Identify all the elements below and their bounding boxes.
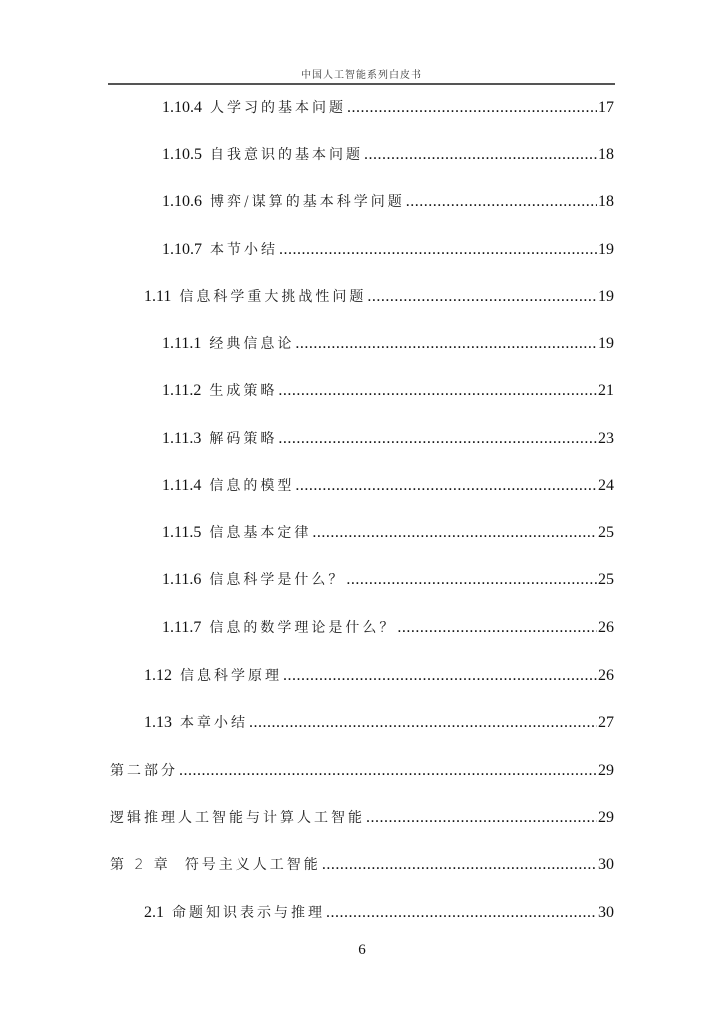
toc-entry-1-10-6[interactable] bbox=[162, 188, 614, 212]
toc-entry-title: 符号主义人工智能 bbox=[184, 857, 321, 873]
toc-entry-title: 经典信息论 bbox=[209, 336, 295, 352]
toc-entry-title: 信息的模型 bbox=[209, 478, 295, 494]
toc-entry-page: 29 bbox=[598, 809, 614, 826]
toc-entry-page: 24 bbox=[598, 477, 614, 494]
toc-entry-number: 2.1 bbox=[144, 904, 164, 921]
toc-entry-1-11[interactable] bbox=[144, 283, 614, 307]
dot-leader bbox=[364, 145, 597, 165]
toc-entry-1-10-7[interactable] bbox=[162, 236, 614, 260]
toc-entry-number: 1.10.6 bbox=[162, 193, 202, 210]
toc-entry-number: 1.11.2 bbox=[162, 382, 202, 399]
toc-entry-page: 18 bbox=[598, 193, 614, 210]
toc-entry-page: 25 bbox=[598, 571, 614, 588]
toc-entry-number: 1.11 bbox=[144, 288, 172, 305]
toc-entry-1-10-5[interactable] bbox=[162, 141, 614, 165]
toc-entry-1-11-6[interactable] bbox=[162, 566, 614, 590]
dot-leader bbox=[326, 903, 597, 923]
toc-entry-number: 1.10.5 bbox=[162, 146, 202, 163]
toc-entry-title: 信息的数学理论是什么？ bbox=[209, 620, 397, 636]
toc-entry-page: 19 bbox=[598, 335, 614, 352]
toc-entry-title: 命题知识表示与推理 bbox=[172, 905, 325, 921]
dot-leader bbox=[283, 666, 597, 686]
dot-leader bbox=[312, 523, 597, 543]
dot-leader bbox=[347, 98, 597, 118]
toc-entry-title: 信息科学原理 bbox=[180, 668, 282, 684]
dot-leader bbox=[295, 476, 597, 496]
toc-entry-title: 信息科学是什么？ bbox=[209, 572, 346, 588]
toc-entry-1-11-7[interactable] bbox=[162, 614, 614, 638]
toc-entry-number: 1.10.4 bbox=[162, 99, 202, 116]
toc-entry-title: 本节小结 bbox=[210, 242, 278, 258]
toc-entry-number: 1.11.5 bbox=[162, 524, 202, 541]
page-number: 6 bbox=[358, 942, 366, 958]
dot-leader bbox=[366, 808, 597, 828]
toc-entry-title: 第二部分 bbox=[110, 763, 178, 779]
toc-entry-1-11-3[interactable] bbox=[162, 425, 614, 449]
toc-entry-page: 29 bbox=[598, 762, 614, 779]
toc-entry-page: 23 bbox=[598, 430, 614, 447]
toc-entry-number: 1.12 bbox=[144, 667, 172, 684]
toc-entry-page: 18 bbox=[598, 146, 614, 163]
toc-entry-title: 自我意识的基本问题 bbox=[210, 147, 363, 163]
toc-entry-title: 生成策略 bbox=[209, 383, 278, 399]
toc-entry-page: 30 bbox=[598, 904, 614, 921]
toc-entry-2-1[interactable] bbox=[144, 899, 614, 923]
toc-entry-title: 人学习的基本问题 bbox=[210, 100, 346, 116]
toc-entry-title: 信息科学重大挑战性问题 bbox=[179, 289, 367, 305]
toc-entry-title: 信息基本定律 bbox=[209, 525, 312, 541]
dot-leader bbox=[397, 618, 597, 638]
toc-entry-1-11-4[interactable] bbox=[162, 472, 614, 496]
toc-entry-number: 第 2 章 bbox=[110, 857, 171, 873]
toc-entry-title: 博弈/谋算的基本科学问题 bbox=[210, 194, 405, 210]
toc-entry-page: 30 bbox=[598, 856, 614, 873]
toc-entry-page: 19 bbox=[598, 288, 614, 305]
toc-entry-title: 本章小结 bbox=[180, 715, 248, 731]
toc-entry-1-13[interactable] bbox=[144, 709, 614, 733]
toc-entry-1-10-4[interactable] bbox=[162, 94, 614, 118]
toc-entry-1-11-1[interactable] bbox=[162, 330, 614, 354]
dot-leader bbox=[367, 287, 597, 307]
toc-entry-number: 1.11.6 bbox=[162, 571, 202, 588]
dot-leader bbox=[322, 855, 597, 875]
toc-entry-number: 1.11.1 bbox=[162, 335, 202, 352]
dot-leader bbox=[406, 192, 597, 212]
toc-entry-title: 逻辑推理人工智能与计算人工智能 bbox=[110, 810, 365, 826]
toc-entry-chapter-2[interactable] bbox=[110, 851, 614, 875]
toc-entry-number: 1.11.3 bbox=[162, 430, 202, 447]
dot-leader bbox=[278, 429, 597, 449]
toc-entry-1-11-2[interactable] bbox=[162, 377, 614, 401]
toc-entry-number: 1.10.7 bbox=[162, 241, 202, 258]
running-header: 中国人工智能系列白皮书 bbox=[301, 70, 422, 81]
toc-entry-1-11-5[interactable] bbox=[162, 519, 614, 543]
dot-leader bbox=[249, 713, 597, 733]
dot-leader bbox=[279, 240, 597, 260]
toc-entry-number: 1.13 bbox=[144, 714, 172, 731]
toc-entry-number: 1.11.7 bbox=[162, 619, 202, 636]
dot-leader bbox=[295, 334, 597, 354]
dot-leader bbox=[278, 381, 597, 401]
toc-entry-page: 27 bbox=[598, 714, 614, 731]
toc-entry-1-12[interactable] bbox=[144, 662, 614, 686]
toc-entry-page: 19 bbox=[598, 241, 614, 258]
toc-entry-part-2[interactable] bbox=[110, 757, 614, 781]
header-divider bbox=[108, 83, 615, 85]
toc-entry-number: 1.11.4 bbox=[162, 477, 202, 494]
toc-entry-page: 17 bbox=[598, 99, 614, 116]
toc-entry-part-2-title[interactable] bbox=[110, 804, 614, 828]
toc-entry-page: 25 bbox=[598, 524, 614, 541]
toc-entry-page: 26 bbox=[598, 667, 614, 684]
dot-leader bbox=[346, 570, 597, 590]
toc-entry-page: 26 bbox=[598, 619, 614, 636]
toc-entry-page: 21 bbox=[598, 382, 614, 399]
dot-leader bbox=[179, 761, 597, 781]
toc-entry-title: 解码策略 bbox=[209, 431, 278, 447]
